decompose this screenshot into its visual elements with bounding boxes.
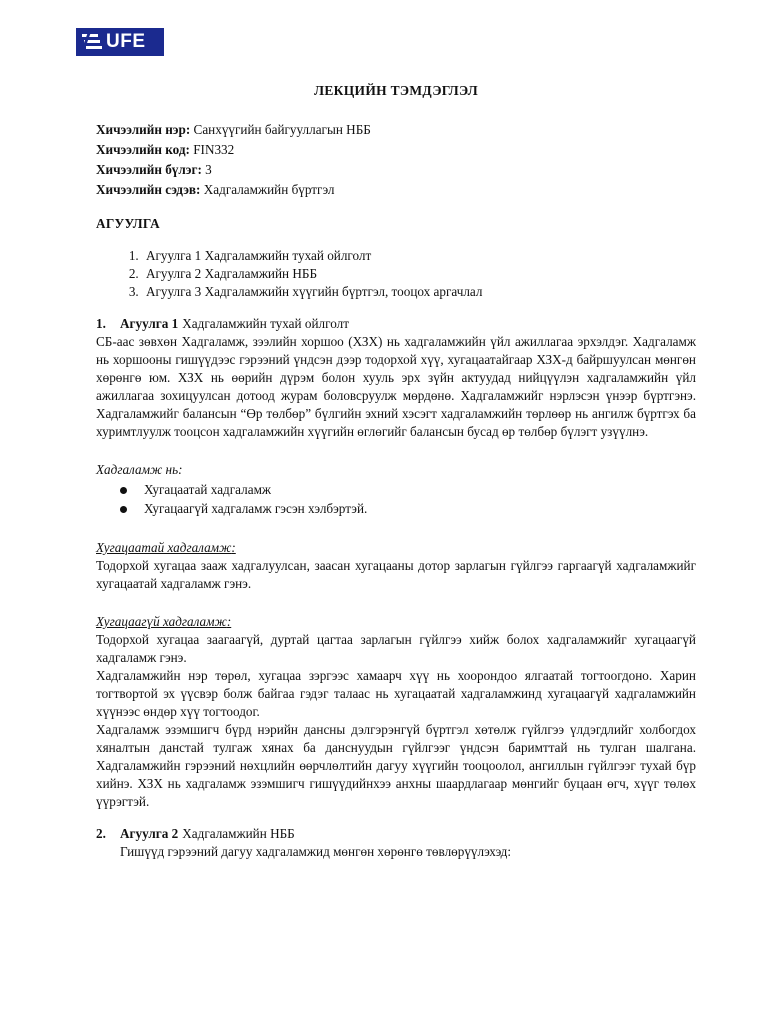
toc-item: 3. Агуулга 3 Хадгаламжийн хүүгийн бүртгэл, тооцох аргачлал: [142, 283, 696, 301]
toc-item: 1. Агуулга 1 Хадгаламжийн тухай ойлголт: [142, 247, 696, 265]
meta-course-topic: Хичээлийн сэдэв: Хадгаламжийн бүртгэл: [96, 182, 335, 197]
page-title: ЛЕКЦИЙН ТЭМДЭГЛЭЛ: [314, 83, 478, 98]
demand-deposit-text: Тодорхой хугацаа заагаагүй, дуртай цагтаа зарлагын гүйлгээ хийж болох хадгаламжийг хугацаагүй хадгаламж гэнэ.: [96, 632, 696, 665]
table-of-contents: [96, 247, 696, 301]
term-deposit-text: Тодорхой хугацаа зааж хадгалуулсан, заасан хугацааны дотор зарлагын гүйлгээ гаргаагүй хадгаламжийг хугацаатай хадгаламж гэнэ.: [96, 558, 696, 591]
course-meta: [96, 121, 696, 201]
demand-deposit-heading: Хугацаагүй хадгаламж:: [96, 614, 232, 629]
term-deposit-heading: Хугацаатай хадгаламж:: [96, 540, 236, 555]
ufe-emblem-icon: [81, 32, 103, 52]
deposit-types-list: [96, 481, 696, 519]
account-paragraph: Хадгаламж эзэмшигч бүрд нэрийн дансны дэлгэрэнгүй бүртгэл хөтөлж гүйлгээ үлдэгдлийг холбогдох хяналтын данстай тулгаж хянах ба данснуудын гүйлгээг үндсэн баримттай нь тулган шалгана. Хадгаламжийн гэрээний нөхцлийн өөрчлөлтийн дагуу хүүгийн тооцоолол, ангиллын гүйлгээг тухай бүр хийнэ. ХЗХ нь хадгаламж эзэмшигч гишүүдийнхээ анхны шаардлагаар мөнгийг буцаан өгч, хүүг төлөх үүрэгтэй.: [96, 722, 696, 809]
contents-heading: АГУУЛГА: [96, 216, 160, 231]
deposit-types-label: Хадгаламж нь:: [96, 462, 183, 477]
toc-item: 2. Агуулга 2 Хадгаламжийн НББ: [142, 265, 696, 283]
section-2-heading: 2. Агуулга 2 Хадгаламжийн НББ: [96, 826, 295, 841]
list-item: Хугацаагүй хадгаламж гэсэн хэлбэртэй.: [140, 500, 696, 519]
logo-text: UFE: [106, 31, 146, 52]
meta-course-name: Хичээлийн нэр: Санхүүгийн байгууллагын НББ: [96, 122, 371, 137]
meta-course-chapter: Хичээлийн бүлэг: 3: [96, 162, 212, 177]
ufe-logo: [76, 28, 164, 56]
section-1-paragraph: СБ-аас зөвхөн Хадгаламж, зээлийн хоршоо (ХЗХ) нь хадгаламжийн үйл ажиллагаа эрхэлдэг. Хадгаламж нь хоршооны гишүүдээс гэрээний үндсэн дээр тодорхой хүү, хугацаатайгаар ХЗХ-д байршуулсан мөнгөн хөрөнгө юм. ХЗХ нь өөрийн дүрэм болон хууль эрх зүйн актуудад нийцүүлэн хадгаламжийн үйл ажиллагаа зохицуулсан дотоод журам боловсруулж мөрдөнө. Хадгаламжийг нэрлэсэн үнээр бүртгэнэ. Хадгаламжийг балансын “Өр төлбөр” бүлгийн эхний хэсэгт хадгаламжийн төрлөөр нь ангилж бүртгэх ба хуримтлуулж тооцсон хадгаламжийн хүүгийн өглөгийг балансын бусад өр төлбөр бүлэгт узүүлнэ.: [96, 334, 696, 439]
meta-course-code: Хичээлийн код: FIN332: [96, 142, 235, 157]
list-item: Хугацаатай хадгаламж: [140, 481, 696, 500]
section-2-intro: Гишүүд гэрээний дагуу хадгаламжид мөнгөн хөрөнгө төвлөрүүлэхэд:: [120, 844, 512, 859]
interest-paragraph: Хадгаламжийн нэр төрөл, хугацаа зэргээс хамаарч хүү нь хоорондоо ялгаатай тогтоогдоно. Харин тогтвортой эх үүсвэр болж байгаа гэдэг талаас нь хугацаатай хадгаламжинд хугацаагүй хадгаламжийн хүүнээс өндөр хүү тогтоодог.: [96, 668, 696, 719]
lecture-page: [96, 28, 696, 861]
section-1-heading: 1. Агуулга 1 Хадгаламжийн тухай ойлголт: [96, 316, 349, 331]
